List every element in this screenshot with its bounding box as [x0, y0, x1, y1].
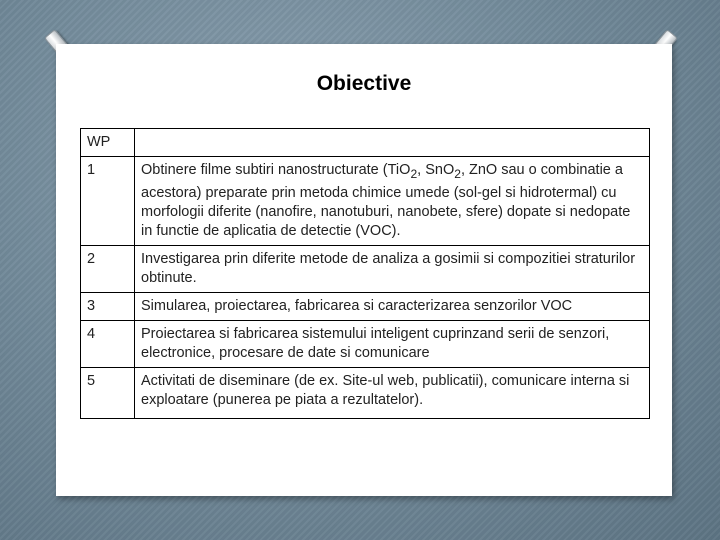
slide-card — [56, 44, 672, 496]
header-wp-cell: WP — [81, 129, 135, 157]
table-header-row — [81, 129, 650, 157]
description-text: , SnO — [417, 162, 455, 178]
table-row — [81, 292, 650, 320]
wp-number-cell: 5 — [81, 367, 135, 418]
header-description-cell — [135, 129, 650, 157]
table-row — [81, 245, 650, 292]
description-text: Obtinere filme subtiri nanostructurate (TiO — [141, 162, 411, 178]
description-cell — [135, 157, 650, 246]
table-row — [81, 157, 650, 246]
wp-number-cell: 2 — [81, 245, 135, 292]
wp-number-cell: 3 — [81, 292, 135, 320]
description-text: , ZnO sau o combinatie a acestora) preparate prin metoda chimice umede (sol-gel si hidrotermal) cu morfologii diferite (nanofire, nanotuburi, nanobete, sfere) dopate si nedopate in functie de aplicatia de detectie (VOC). — [141, 162, 631, 239]
slide-title: Obiective — [316, 72, 412, 95]
wp-number-cell: 4 — [81, 320, 135, 367]
subscript-text: 2 — [410, 166, 418, 181]
table-row — [81, 320, 650, 367]
description-cell: Investigarea prin diferite metode de analiza a gosimii si compozitiei straturilor obtinute. — [135, 245, 650, 292]
wp-number-cell: 1 — [81, 157, 135, 246]
objectives-table — [80, 128, 650, 419]
table-row — [81, 367, 650, 418]
subscript-text: 2 — [454, 166, 461, 181]
description-cell: Simularea, proiectarea, fabricarea si caracterizarea senzorilor VOC — [135, 292, 650, 320]
description-cell: Proiectarea si fabricarea sistemului inteligent cuprinzand serii de senzori, electronice, procesare de date si comunicare — [135, 320, 650, 367]
description-cell: Activitati de diseminare (de ex. Site-ul web, publicatii), comunicare interna si exploatare (punerea pe piata a rezultatelor). — [135, 367, 650, 418]
